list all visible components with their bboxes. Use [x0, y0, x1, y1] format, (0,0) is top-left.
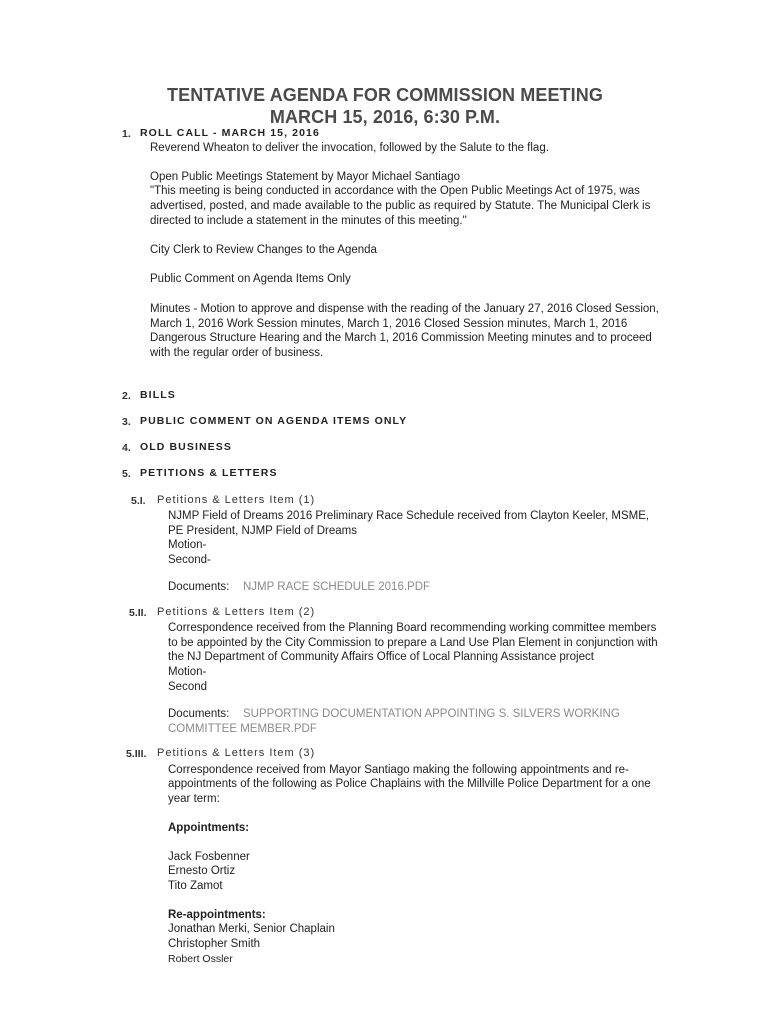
documents-label: Documents:	[168, 581, 230, 593]
second-label: Second	[168, 681, 208, 693]
section-heading-roll-call: ROLL CALL - MARCH 15, 2016	[140, 127, 320, 139]
item-number: 5.I.	[131, 495, 146, 507]
item-text-line: Correspondence received from the Planning Board recommending working committee members	[168, 622, 657, 634]
item-text-line: the NJ Department of Community Affairs Office of Local Planning Assistance project	[168, 651, 594, 663]
reappointments-heading: Re-appointments:	[168, 909, 266, 921]
item-text-line: Correspondence received from Mayor Santiago making the following appointments and re-	[168, 764, 629, 776]
item-number: 5.II.	[129, 607, 147, 619]
minutes-line-4: with the regular order of business.	[150, 347, 324, 359]
document-link[interactable]: NJMP RACE SCHEDULE 2016.PDF	[243, 581, 431, 593]
minutes-line-2: March 1, 2016 Work Session minutes, March 1, 2016 Closed Session minutes, March 1, 2016	[150, 318, 628, 330]
section-heading-public-comment: PUBLIC COMMENT ON AGENDA ITEMS ONLY	[140, 415, 408, 427]
appointee-name: Jack Fosbenner	[168, 851, 250, 863]
clerk-review-text: City Clerk to Review Changes to the Agenda	[150, 244, 377, 256]
document-link-continued[interactable]: COMMITTEE MEMBER.PDF	[168, 723, 317, 735]
item-number: 5.III.	[126, 748, 147, 760]
item-text-line: year term:	[168, 793, 220, 805]
opma-line-1: "This meeting is being conducted in accordance with the Open Public Meetings Act of 1975, was	[150, 185, 640, 197]
item-text-line: PE President, NJMP Field of Dreams	[168, 525, 357, 537]
document-title: TENTATIVE AGENDA FOR COMMISSION MEETING	[167, 85, 603, 105]
item-text-line: NJMP Field of Dreams 2016 Preliminary Race Schedule received from Clayton Keeler, MSME,	[168, 510, 650, 522]
reappointee-name: Christopher Smith	[168, 938, 261, 950]
section-heading-bills: BILLS	[140, 389, 176, 401]
invocation-text: Reverend Wheaton to deliver the invocation, followed by the Salute to the flag.	[150, 142, 549, 154]
item-heading: Petitions & Letters Item (2)	[157, 606, 316, 618]
document-link[interactable]: SUPPORTING DOCUMENTATION APPOINTING S. SILVERS WORKING	[243, 708, 620, 720]
meeting-date: MARCH 15, 2016, 6:30 P.M.	[269, 107, 501, 127]
appointments-heading: Appointments:	[168, 822, 250, 834]
minutes-line-1: Minutes - Motion to approve and dispense with the reading of the January 27, 2016 Closed Session,	[150, 303, 659, 315]
opma-line-2: advertised, posted, and made available to the public as required by Statute. The Municipal Clerk is	[150, 200, 651, 212]
reappointee-name: Jonathan Merki, Senior Chaplain	[168, 923, 335, 935]
public-comment-text: Public Comment on Agenda Items Only	[150, 273, 351, 285]
item-heading: Petitions & Letters Item (3)	[157, 747, 316, 759]
documents-label: Documents:	[168, 708, 230, 720]
item-heading: Petitions & Letters Item (1)	[157, 494, 316, 506]
section-heading-petitions: PETITIONS & LETTERS	[140, 467, 278, 479]
motion-label: Motion-	[168, 539, 207, 551]
section-number: 4.	[122, 442, 131, 454]
reappointee-name: Robert Ossler	[168, 953, 233, 965]
second-label: Second-	[168, 554, 211, 566]
motion-label: Motion-	[168, 666, 207, 678]
item-text-line: appointments of the following as Police Chaplains with the Millville Police Department for a one	[168, 778, 651, 790]
section-number: 1.	[122, 128, 131, 140]
section-number: 3.	[122, 416, 131, 428]
section-number: 5.	[122, 468, 131, 480]
opma-line-3: directed to include a statement in the minutes of this meeting."	[150, 215, 467, 227]
section-number: 2.	[122, 390, 131, 402]
opma-heading: Open Public Meetings Statement by Mayor Michael Santiago	[150, 171, 461, 183]
item-text-line: to be appointed by the City Commission to prepare a Land Use Plan Element in conjunction with	[168, 637, 658, 649]
section-heading-old-business: OLD BUSINESS	[140, 441, 232, 453]
appointee-name: Tito Zamot	[168, 880, 223, 892]
minutes-line-3: Dangerous Structure Hearing and the March 1, 2016 Commission Meeting minutes and to proceed	[150, 332, 652, 344]
appointee-name: Ernesto Ortiz	[168, 865, 236, 877]
